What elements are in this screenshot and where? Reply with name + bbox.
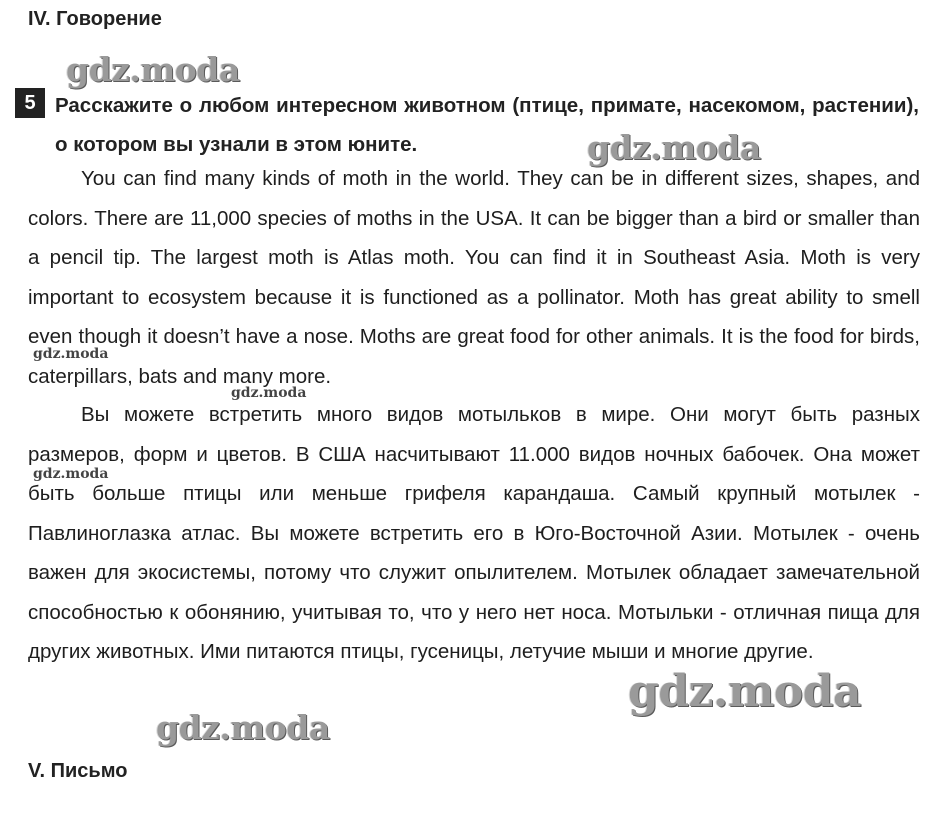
task-number-badge: 5 (15, 88, 45, 118)
task-instruction: Расскажите о любом интересном животном (птице, примате, насекомом, растении), о котором вы узнали в этом юните. (55, 94, 919, 156)
answer-russian-paragraph: Вы можете встретить много видов мотыльков в мире. Они могут быть разных размеров, форм и цветов. В США насчитывают 11.000 видов ночных бабочек. Она может быть больше птицы или меньше грифеля карандаша. Самый крупный мотылек - Павлиноглазка атлас. Вы можете встретить его в Юго-Восточной Азии. Мотылек - очень важен для экосистемы, потому что служит опылителем. Мотылек обладает замечательной способностью к обонянию, учитывая то, что у него нет носа. Мотыльки - отличная пища для других животных. Ими питаются птицы, гусеницы, летучие мыши и многие другие. (28, 403, 920, 663)
watermark-logo-small: gdz.moda (33, 466, 109, 482)
watermark-logo-small: gdz.moda (33, 346, 109, 362)
watermark-logo: gdz.moda (66, 50, 240, 89)
answer-english-paragraph: You can find many kinds of moth in the world. They can be in different sizes, shapes, and colors. There are 11,000 species of moths in the USA. It can be bigger than a bird or smaller than a pencil tip. The largest moth is Atlas moth. You can find it in Southeast Asia. Moth is very important to ecosystem because it is functioned as a pollinator. Moth has great ability to smell even though it doesn’t have a nose. Moths are great food for other animals. It is the food for birds, caterpillars, bats and many more. (28, 167, 920, 388)
watermark-logo: gdz.moda (587, 128, 761, 167)
section-heading-speaking: IV. Говорение (28, 8, 162, 30)
watermark-logo-small: gdz.moda (231, 385, 307, 401)
watermark-logo: gdz.moda (156, 708, 330, 747)
watermark-logo-large: gdz.moda (628, 666, 862, 717)
section-heading-writing: V. Письмо (28, 760, 128, 782)
